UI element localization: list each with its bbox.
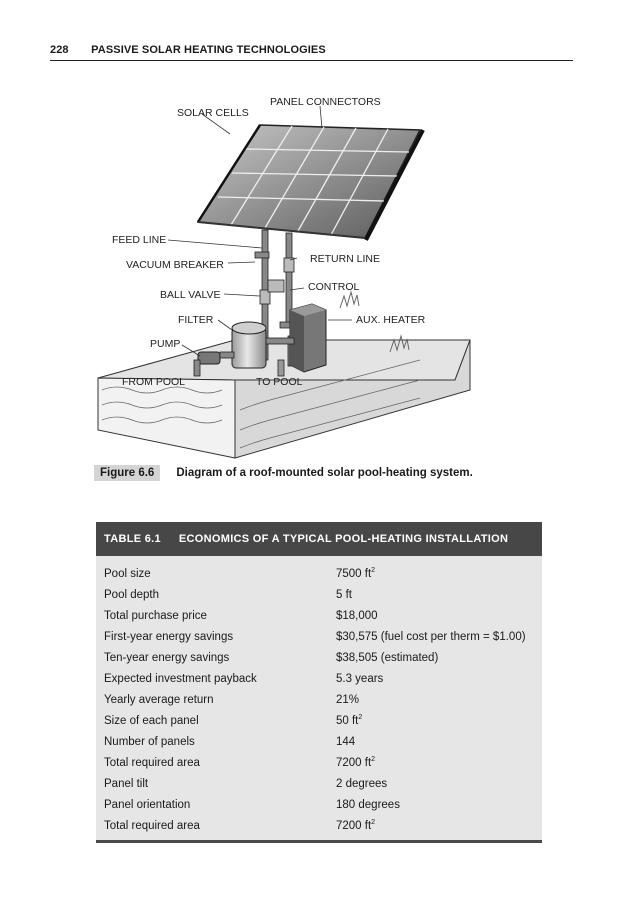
label-ball-valve: BALL VALVE — [160, 289, 221, 301]
label-solar-cells: SOLAR CELLS — [177, 107, 249, 119]
label-control: CONTROL — [308, 281, 360, 293]
roof-slab — [98, 340, 470, 458]
row-label: Total required area — [104, 756, 200, 769]
solar-panel — [198, 125, 423, 240]
economics-table — [96, 522, 542, 843]
table-header — [96, 522, 542, 556]
row-value: 7500 $ft^2$ — [336, 567, 376, 580]
solar-pool-heating-diagram — [90, 90, 550, 460]
row-value: 2 degrees — [336, 777, 388, 790]
row-value: $18,000 — [336, 609, 378, 622]
row-value: 5.3 years — [336, 672, 384, 685]
table-row — [96, 710, 542, 731]
label-to-pool: TO POOL — [256, 376, 303, 388]
figure-number: Figure 6.6 — [94, 465, 160, 481]
row-value: 180 degrees — [336, 798, 400, 811]
row-label: Number of panels — [104, 735, 195, 748]
aux-heater-box — [290, 304, 326, 372]
label-feed-line: FEED LINE — [112, 234, 167, 246]
row-label: Panel tilt — [104, 777, 149, 790]
table-row — [96, 626, 542, 647]
row-label: Panel orientation — [104, 798, 191, 811]
label-aux-heater: AUX. HEATER — [356, 314, 426, 326]
row-label: Expected investment payback — [104, 672, 257, 685]
table-row — [96, 731, 542, 752]
running-title: PASSIVE SOLAR HEATING TECHNOLOGIES — [91, 44, 326, 56]
row-value: 5 ft — [336, 588, 352, 601]
figure-caption-text: Diagram of a roof-mounted solar pool-heating system. — [176, 467, 473, 479]
table-row — [96, 668, 542, 689]
table-title: ECONOMICS OF A TYPICAL POOL-HEATING INSTALLATION — [178, 533, 509, 545]
row-label: Total purchase price — [104, 609, 207, 622]
row-value: 7200 $ft^2$ — [336, 819, 376, 832]
page-number: 228 — [50, 44, 69, 56]
label-from-pool: FROM POOL — [122, 376, 186, 388]
row-label: Size of each panel — [104, 714, 199, 727]
table-row — [96, 752, 542, 773]
table-body — [96, 556, 542, 836]
row-label: Yearly average return — [104, 693, 214, 706]
label-filter: FILTER — [178, 314, 214, 326]
table-row — [96, 689, 542, 710]
table-row — [96, 794, 542, 815]
table-row — [96, 605, 542, 626]
row-value: 7200 $ft^2$ — [336, 756, 376, 769]
row-value: 50 $ft^2$ — [336, 714, 363, 727]
row-label: Ten-year energy savings — [104, 651, 230, 664]
table-row — [96, 815, 542, 836]
row-label: Pool size — [104, 567, 151, 580]
table-row — [96, 647, 542, 668]
row-label: Total required area — [104, 819, 200, 832]
row-value: 144 — [336, 735, 356, 748]
row-value: $30,575 (fuel cost per therm = $1.00) — [336, 630, 526, 643]
row-value: $38,505 (estimated) — [336, 651, 439, 664]
running-header — [50, 44, 573, 61]
label-return-line: RETURN LINE — [310, 253, 381, 265]
row-value: 21% — [336, 693, 360, 706]
label-pump: PUMP — [150, 338, 181, 350]
row-label: First-year energy savings — [104, 630, 234, 643]
row-label: Pool depth — [104, 588, 159, 601]
solar-pool-heating-figure — [90, 90, 550, 460]
label-vacuum-breaker: VACUUM BREAKER — [126, 259, 224, 271]
table-row — [96, 563, 542, 584]
table-number: TABLE 6.1 — [104, 533, 161, 545]
table-row — [96, 584, 542, 605]
label-panel-connectors: PANEL CONNECTORS — [270, 96, 381, 108]
table-row — [96, 773, 542, 794]
figure-caption — [100, 465, 530, 481]
